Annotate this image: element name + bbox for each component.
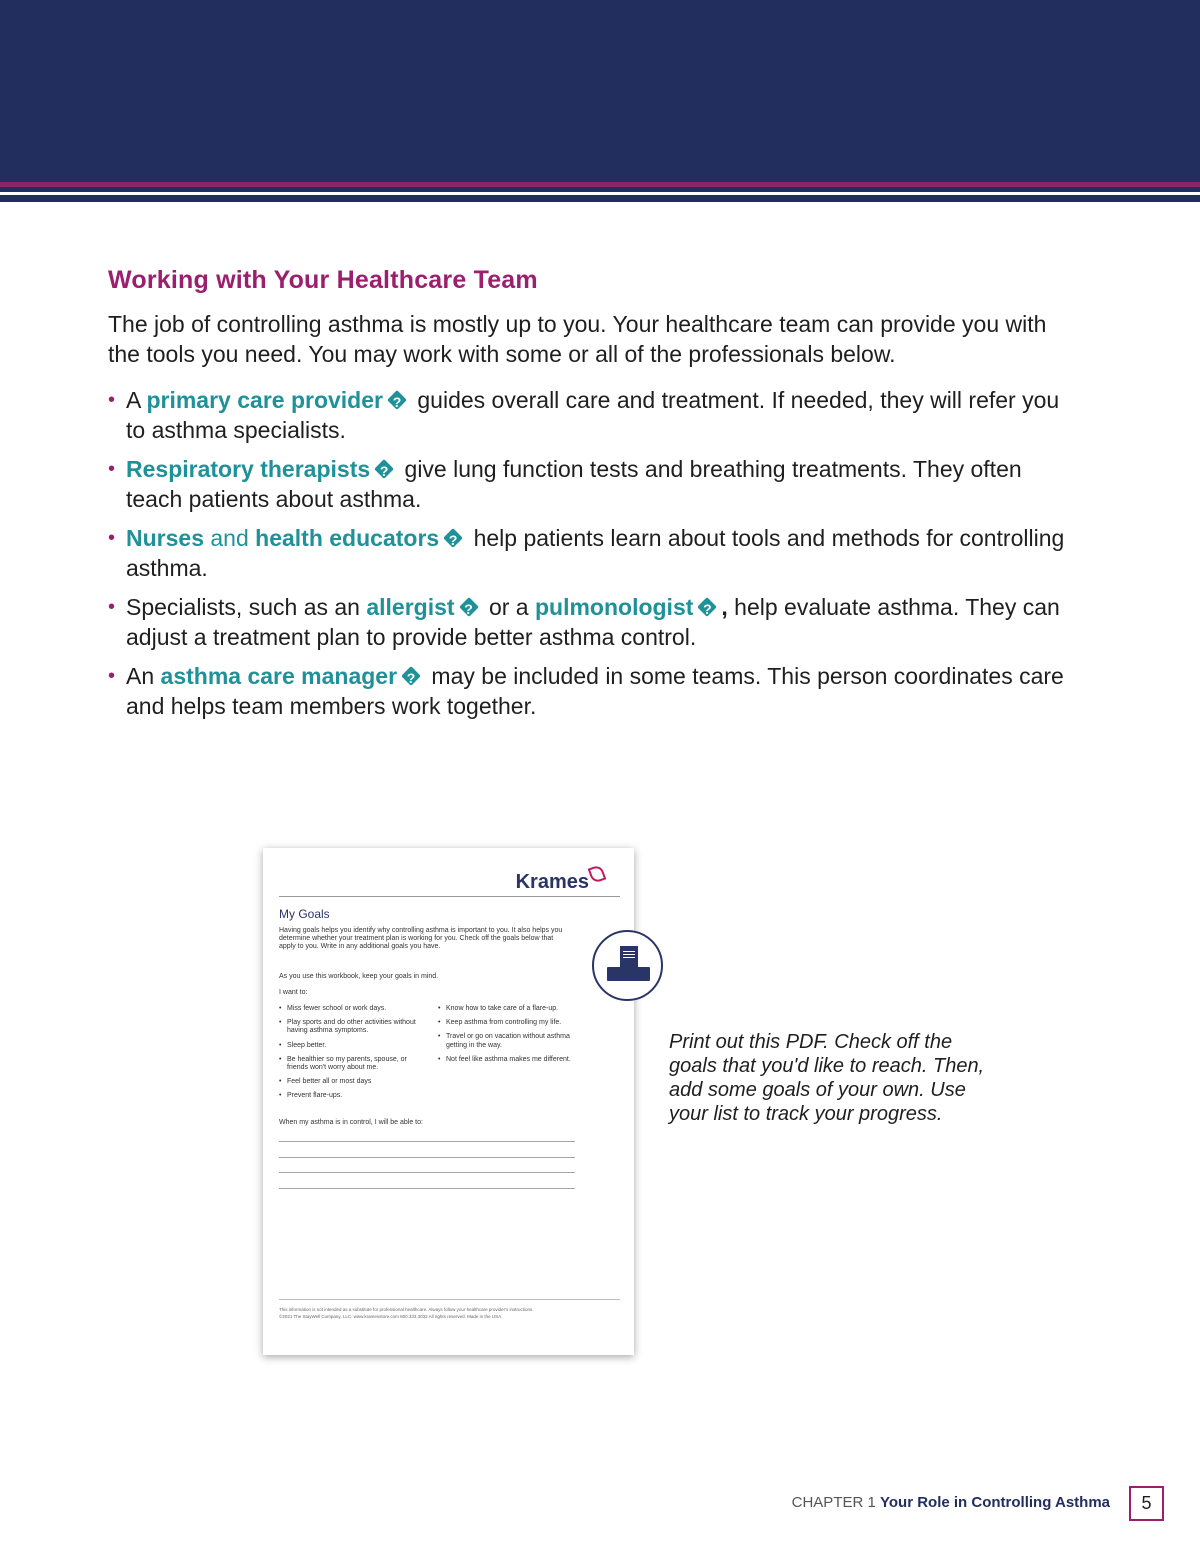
bullet: • <box>108 596 116 618</box>
goal-item: • Know how to take care of a flare-up. <box>438 1005 578 1013</box>
goals-list-left <box>279 1005 429 1107</box>
worksheet-note: As you use this workbook, keep your goals in mind. <box>279 973 439 980</box>
goal-item: • Feel better all or most days <box>279 1078 429 1086</box>
goal-item: • Not feel like asthma makes me different. <box>438 1056 578 1064</box>
worksheet-title: My Goals <box>279 907 330 921</box>
term-link[interactable]: Nurses <box>126 525 204 551</box>
list-item: • Specialists, such as an allergist? or a pulmonologist? , help evaluate asthma. They can adjust a treatment plan to provide better asthma control. <box>108 592 1068 652</box>
info-diamond-icon[interactable] <box>374 459 394 479</box>
info-diamond-icon[interactable] <box>459 597 479 617</box>
info-diamond-icon[interactable] <box>443 528 463 548</box>
bullet: • <box>108 458 116 480</box>
list-item: • Respiratory therapists? give lung function tests and breathing treatments. They often teach patients about asthma. <box>108 454 1068 514</box>
term-link[interactable]: Respiratory therapists <box>126 456 371 482</box>
bullet: • <box>108 527 116 549</box>
divider <box>279 1299 620 1300</box>
worksheet-intro: Having goals helps you identify why controlling asthma is important to you. It also helps you determine whether your treatment plan is working for you. Check off the goals below that apply to you. Write in any additional goals you have. <box>279 927 563 951</box>
info-diamond-icon[interactable] <box>387 390 407 410</box>
term-link[interactable]: asthma care manager <box>160 663 398 689</box>
printer-body <box>607 967 650 981</box>
write-in-line <box>279 1172 575 1173</box>
term-link[interactable]: primary care provider <box>146 387 383 413</box>
krames-logo: Krames <box>516 866 604 894</box>
chapter-footer: CHAPTER 1 Your Role in Controlling Asthma <box>791 1494 1110 1511</box>
worksheet-caption: Print out this PDF. Check off the goals that you'd like to reach. Then, add some goals of your own. Use your list to track your progress. <box>669 1031 985 1125</box>
team-list <box>108 385 1068 730</box>
header-stripe <box>0 195 1200 202</box>
page-number: 5 <box>1129 1486 1164 1521</box>
worksheet-footer: This information is not intended as a substitute for professional healthcare. Always follow your healthcare provider's instructions. ©2021 The StayWell Company, LLC. www.kramesstore.com 800.333.3032 All rights reserved. Made in the USA. <box>279 1307 534 1319</box>
goal-item: • Sleep better. <box>279 1042 429 1050</box>
goal-item: • Keep asthma from controlling my life. <box>438 1019 578 1027</box>
term-link[interactable]: allergist <box>366 594 455 620</box>
goal-item: • Be healthier so my parents, spouse, or friends won't worry about me. <box>279 1056 429 1072</box>
list-item: • Nurses and health educators? help patients learn about tools and methods for controlling asthma. <box>108 523 1068 583</box>
goal-item: • Prevent flare-ups. <box>279 1092 429 1100</box>
write-in-line <box>279 1157 575 1158</box>
worksheet-want-label: I want to: <box>279 989 308 996</box>
header-band <box>0 0 1200 182</box>
divider <box>279 896 620 897</box>
bullet: • <box>108 665 116 687</box>
section-intro: The job of controlling asthma is mostly up to you. Your healthcare team can provide you with the tools you need. You may work with some or all of the professionals below. <box>108 311 1047 367</box>
write-in-line <box>279 1188 575 1189</box>
term-link[interactable]: pulmonologist <box>534 594 694 620</box>
goal-item: • Travel or go on vacation without asthma getting in the way. <box>438 1033 578 1049</box>
bullet: • <box>108 389 116 411</box>
list-item: • A primary care provider? guides overall care and treatment. If needed, they will refer you to asthma specialists. <box>108 385 1068 445</box>
list-item: • An asthma care manager? may be included in some teams. This person coordinates care and helps team members work together. <box>108 661 1068 721</box>
worksheet-prompt: When my asthma is in control, I will be able to: <box>279 1119 423 1126</box>
goal-item: • Play sports and do other activities without having asthma symptoms. <box>279 1019 429 1035</box>
printer-icon[interactable] <box>592 930 663 1001</box>
info-diamond-icon[interactable] <box>401 666 421 686</box>
goals-list-right <box>438 1005 578 1070</box>
goal-item: • Miss fewer school or work days. <box>279 1005 429 1013</box>
info-diamond-icon[interactable] <box>697 597 717 617</box>
write-in-line <box>279 1141 575 1142</box>
section-title: Working with Your Healthcare Team <box>108 266 538 294</box>
goals-worksheet-thumbnail[interactable] <box>263 848 634 1355</box>
term-link[interactable]: health educators <box>255 525 440 551</box>
bird-logo-icon <box>588 864 607 884</box>
